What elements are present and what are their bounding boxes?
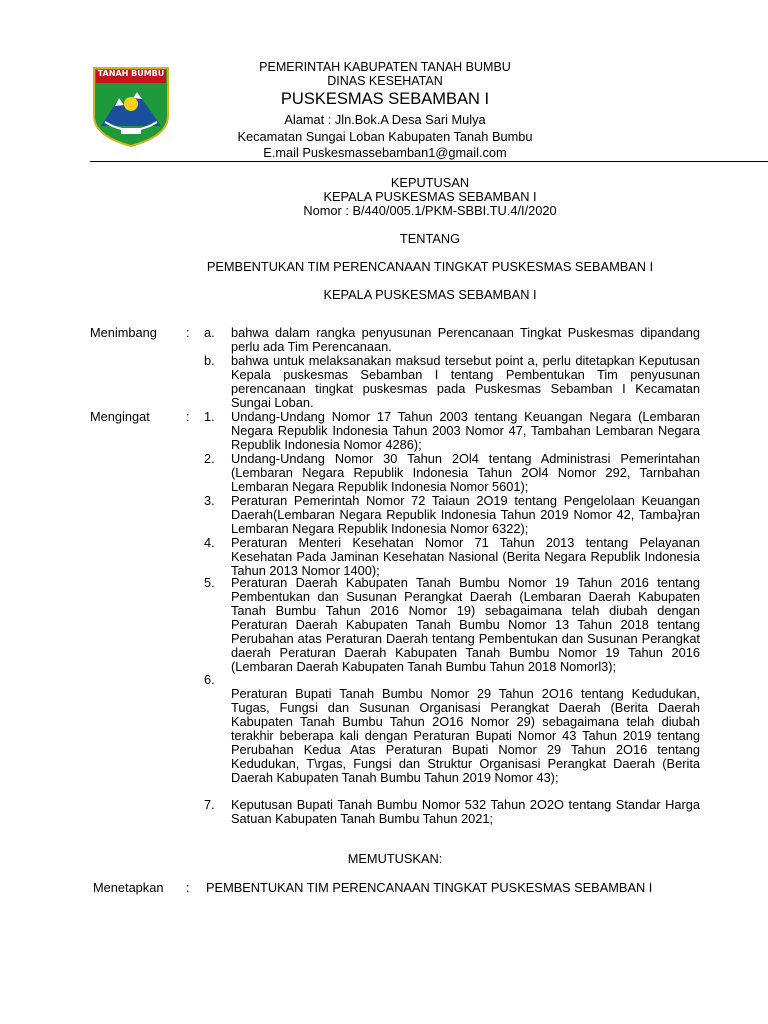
mengingat-marker-6: 6. (204, 672, 215, 687)
menimbang-label: Menimbang (90, 325, 157, 340)
mengingat-item-5: Peraturan Daerah Kabupaten Tanah Bumbu Nomor 19 Tahun 2016 tentang Pembentukan dan Susunan Perangkat Daerah (Lembaran Daerah Kabupaten Tanah Bumbu Tahun 2016 Nomor 19) sebagaimana telah diubah dengan Peraturan Daerah Kabupaten Tanah Bumbu Nomor 13 Tahun 2018 tentang Perubahan atas Peraturan Daerah tentang Pembentukan dan Susunan Perangkat daerah Peraturan Daerah Kabupaten Tanah Bumbu Nomor 19 Tahun 2016 (Lembaran Daerah Kabupaten Tanah Bumbu Tahun 2018 Nomorl3); (231, 575, 700, 674)
mengingat-item-1: Undang-Undang Nomor 17 Tahun 2003 tentang Keuangan Negara (Lembaran Negara Republik Indonesia Tahun 2003 Nomor 47, Tambahan Lembaran Negara Republik Indonesia Nomor 4286); (231, 409, 700, 452)
mengingat-marker-2: 2. (204, 451, 215, 466)
mengingat-item-3: Peraturan Pemerintah Nomor 72 Taiaun 2O19 tentang Pengelolaan Keuangan Daerah(Lembaran Negara Republik Indonesia Tahun 2019 Nomor 42, Tamba}ran Lembaran Negara Republik Indonesia Nomor 6322); (231, 493, 700, 536)
issuer-heading: KEPALA PUSKESMAS SEBAMBAN I (323, 287, 537, 302)
decree-subject: PEMBENTUKAN TIM PERENCANAAN TINGKAT PUSKESMAS SEBAMBAN I (206, 259, 654, 274)
email-line: E.mail Puskesmassebamban1@gmail.com (263, 145, 507, 160)
puskesmas-name: PUSKESMAS SEBAMBAN I (280, 90, 490, 108)
menimbang-marker-a: a. (204, 325, 215, 340)
menimbang-item-b: bahwa untuk melaksanakan maksud tersebut point a, perlu ditetapkan Keputusan Kepala puskesmas Sebamban I tentang Pembentukan Tim penyusunan perencanaan tingkat puskesmas pada Puskesmas Sebamban I Kecamatan Sungai Loban. (231, 353, 700, 410)
mengingat-marker-5: 5. (204, 575, 215, 590)
department-name: DINAS KESEHATAN (327, 74, 443, 88)
mengingat-item-6: Peraturan Bupati Tanah Bumbu Nomor 29 Tahun 2O16 tentang Kedudukan, Tugas, Fungsi dan Susunan Organisasi Perangkat Daerah (Berita Daerah Kabupaten Tanah Bumbu Tahun 2O16 Nomor 29) sebagaimana telah diubah terakhir beberapa kali dengan Peraturan Bupati Nomor 43 Tahun 2019 tentang Perubahan Kedua Atas Peraturan Bupati Nomor 29 Tahun 2O16 tentang Kedudukan, T\rgas, Fungsi dan Struktur Organisasi Perangkat Daerah (Berita Daerah Kabupaten Tanah Bumbu Tahun 2019 Nomor 43); (231, 686, 700, 785)
decree-title: KEPUTUSAN (390, 175, 470, 190)
mengingat-item-7: Keputusan Bupati Tanah Bumbu Nomor 532 Tahun 2O2O tentang Standar Harga Satuan Kabupaten Tanah Bumbu Tahun 2021; (231, 797, 700, 826)
mengingat-marker-3: 3. (204, 493, 215, 508)
logo-text: TANAH BUMBU (97, 69, 165, 78)
decree-issuer: KEPALA PUSKESMAS SEBAMBAN I (323, 189, 537, 204)
about-heading: TENTANG (399, 231, 461, 246)
menetapkan-colon: : (186, 880, 190, 895)
address-line: Alamat : Jln.Bok.A Desa Sari Mulya (284, 112, 486, 127)
district-line: Kecamatan Sungai Loban Kabupaten Tanah Bumbu (237, 128, 533, 144)
mengingat-marker-4: 4. (204, 535, 215, 550)
government-name: PEMERINTAH KABUPATEN TANAH BUMBU (259, 60, 511, 74)
mengingat-item-2: Undang-Undang Nomor 30 Tahun 2Ol4 tentang Administrasi Pemerintahan (Lembaran Negara Republik Indonesia Tahun 2Ol4 Nomor 292, Tarnbahan Lembaran Negara Republik Indonesia Nomor 5601); (231, 451, 700, 494)
menetapkan-label: Menetapkan (93, 880, 164, 895)
decree-number: Nomor : B/440/005.1/PKM-SBBI.TU.4/I/2020 (303, 203, 557, 218)
letterhead-divider (90, 161, 768, 162)
menimbang-marker-b: b. (204, 353, 215, 368)
mengingat-colon: : (186, 409, 190, 424)
menimbang-colon: : (186, 325, 190, 340)
mengingat-marker-1: 1. (204, 409, 215, 424)
mengingat-label: Mengingat (90, 409, 150, 424)
menetapkan-text: PEMBENTUKAN TIM PERENCANAAN TINGKAT PUSKESMAS SEBAMBAN I (206, 880, 653, 895)
mengingat-item-4: Peraturan Menteri Kesehatan Nomor 71 Tahun 2013 tentang Pelayanan Kesehatan Pada Jaminan Kesehatan Nasional (Berita Negara Republik Indonesia Tahun 2013 Nomor 1400); (231, 535, 700, 578)
menimbang-item-a: bahwa dalam rangka penyusunan Perencanaan Tingkat Puskesmas dipandang perlu ada Tim Perencanaan. (231, 325, 700, 354)
letterhead (180, 60, 590, 162)
mengingat-marker-7: 7. (204, 797, 215, 812)
memutuskan-heading: MEMUTUSKAN: (347, 851, 443, 866)
